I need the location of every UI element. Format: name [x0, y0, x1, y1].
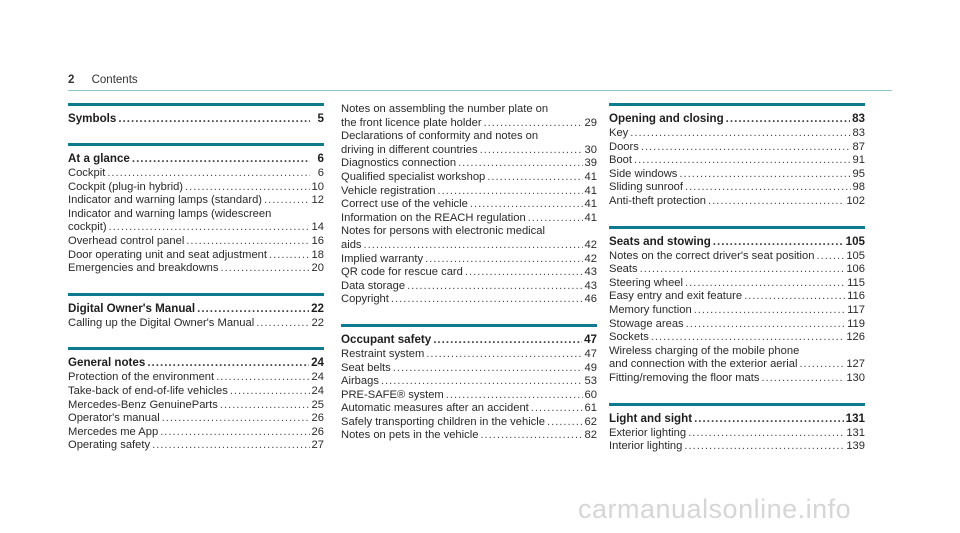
leader-dots [162, 412, 310, 426]
toc-entry[interactable] [68, 167, 324, 181]
toc-entry-label: Easy entry and exit feature [609, 290, 743, 303]
toc-entry-page: 22 [311, 316, 324, 329]
toc-entry-page: 53 [584, 375, 597, 388]
section-title[interactable] [68, 301, 324, 316]
header-divider [68, 90, 892, 91]
page-title: Contents [91, 74, 138, 86]
watermark: carmanualsonline.info [578, 494, 852, 524]
section-divider [609, 403, 865, 406]
toc-entry[interactable] [68, 317, 324, 331]
leader-dots [640, 263, 845, 277]
section-title[interactable] [68, 355, 324, 370]
toc-entry[interactable] [68, 249, 324, 263]
toc-entry-label: the front licence plate holder [341, 116, 482, 129]
section-title-page: 131 [845, 411, 865, 425]
toc-entry-page: 41 [584, 211, 597, 224]
toc-entry-label: Copyright [341, 293, 389, 306]
leader-dots [118, 111, 310, 126]
leader-dots [381, 375, 583, 389]
section-title-page: 105 [845, 234, 865, 248]
toc-entry[interactable] [341, 429, 597, 443]
toc-entry-page: 117 [847, 303, 865, 316]
toc-entry[interactable] [341, 416, 597, 430]
toc-entry[interactable] [68, 385, 324, 399]
leader-dots [407, 280, 582, 294]
toc-entry-page: 27 [311, 439, 324, 452]
toc-entry-page: 30 [584, 143, 597, 156]
toc-entry-label: Memory function [609, 303, 692, 316]
leader-dots [393, 362, 583, 376]
toc-entry-page: 26 [311, 425, 324, 438]
toc-entry-page: 105 [846, 249, 865, 262]
leader-dots [391, 293, 583, 307]
toc-entry-page: 43 [584, 266, 597, 279]
toc-section [68, 103, 324, 126]
toc-entry-label: Boot [609, 154, 633, 167]
toc-entry[interactable] [68, 221, 324, 235]
toc-entry-page: 41 [584, 184, 597, 197]
toc-entry [68, 208, 324, 222]
toc-entry-label: Notes on the correct driver's seat position [609, 249, 815, 262]
toc-entry-page: 29 [584, 116, 597, 129]
toc-entry-label: Doors [609, 140, 639, 153]
toc-section [341, 103, 597, 307]
toc-entry-page: 62 [584, 415, 597, 428]
toc-entry-label: Information on the REACH regulation [341, 211, 526, 224]
leader-dots [197, 301, 309, 316]
toc-entry[interactable] [609, 277, 865, 291]
leader-dots [713, 234, 844, 249]
leader-dots [726, 111, 850, 126]
toc-entry[interactable] [68, 235, 324, 249]
toc-entry-label: driving in different countries [341, 143, 478, 156]
toc-entry-label: Declarations of conformity and notes on [341, 130, 539, 143]
leader-dots [686, 318, 846, 332]
toc-entry-page: 25 [311, 398, 324, 411]
leader-dots [465, 266, 583, 280]
leader-dots [185, 181, 310, 195]
toc-entry[interactable] [341, 117, 597, 131]
leader-dots [269, 249, 310, 263]
toc-entry-label: Cockpit [68, 167, 106, 179]
leader-dots [816, 250, 844, 264]
toc-entry-label: Operating safety [68, 439, 151, 452]
leader-dots [160, 426, 309, 440]
section-title[interactable] [68, 151, 324, 166]
section-divider [68, 103, 324, 106]
toc-entry-page: 87 [852, 140, 865, 153]
leader-dots [708, 195, 844, 209]
section-title[interactable] [609, 411, 865, 426]
toc-entry-page: 116 [847, 290, 865, 303]
toc-entry-page: 115 [847, 276, 865, 289]
toc-entry-label: Notes on pets in the vehicle [341, 429, 479, 442]
toc-entry[interactable] [341, 171, 597, 185]
toc-entry [609, 345, 865, 359]
section-divider [68, 293, 324, 296]
toc-entry-page: 139 [846, 440, 865, 453]
toc-entry-label: Cockpit (plug-in hybrid) [68, 180, 184, 193]
section-title[interactable] [68, 111, 324, 126]
leader-dots [685, 181, 851, 195]
page-number: 2 [68, 74, 75, 86]
toc-entry[interactable] [68, 412, 324, 426]
toc-column-1 [68, 100, 324, 470]
toc-entry-label: Calling up the Digital Owner's Manual [68, 316, 255, 329]
toc-entry-label: Mercedes me App [68, 425, 159, 438]
toc-entry[interactable] [609, 127, 865, 141]
leader-dots [694, 411, 844, 426]
toc-entry-page: 46 [584, 293, 597, 306]
leader-dots [688, 427, 844, 441]
toc-entry-label: Fitting/removing the floor mats [609, 371, 760, 384]
toc-entry[interactable] [341, 389, 597, 403]
toc-entry-label: Diagnostics connection [341, 157, 457, 170]
toc-column-2 [341, 100, 597, 460]
toc-section [609, 226, 865, 386]
toc-entry-label: Overhead control panel [68, 234, 185, 247]
leader-dots [216, 371, 309, 385]
toc-section [609, 403, 865, 454]
toc-entry[interactable] [341, 212, 597, 226]
leader-dots [761, 372, 844, 386]
toc-section [609, 103, 865, 209]
leader-dots [147, 355, 309, 370]
section-title-page: 5 [317, 112, 324, 125]
toc-entry-label: Sliding sunroof [609, 181, 684, 194]
toc-entry-page: 127 [846, 358, 865, 371]
leader-dots [433, 332, 582, 347]
toc-entry-label: Implied warranty [341, 252, 424, 265]
section-title[interactable] [609, 234, 865, 249]
leader-dots [425, 253, 582, 267]
toc-entry-page: 42 [584, 238, 597, 251]
toc-entry-page: 18 [311, 248, 324, 261]
leader-dots [230, 385, 310, 399]
toc-entry[interactable] [341, 157, 597, 171]
toc-entry-label: Notes on assembling the number plate on [341, 103, 549, 115]
toc-entry-label: Automatic measures after an accident [341, 402, 529, 415]
toc-entry-page: 43 [584, 279, 597, 292]
leader-dots [679, 168, 850, 182]
toc-entry-label: Indicator and warning lamps (widescreen [68, 207, 272, 220]
section-title-label: Occupant safety [341, 332, 432, 346]
toc-entry-label: Safely transporting children in the vehicle [341, 415, 545, 428]
toc-entry [341, 130, 597, 144]
leader-dots [446, 389, 583, 403]
toc-entry-label: Operator's manual [68, 412, 160, 425]
toc-entry-page: 10 [311, 180, 324, 193]
leader-dots [531, 402, 583, 416]
toc-entry[interactable] [609, 168, 865, 182]
toc-entry[interactable] [609, 304, 865, 318]
leader-dots [256, 317, 309, 331]
section-title-page: 24 [311, 356, 324, 370]
toc-entry[interactable] [609, 195, 865, 209]
leader-dots [186, 235, 309, 249]
toc-entry-page: 26 [311, 412, 324, 425]
toc-entry-page: 126 [846, 331, 865, 344]
toc-entry-page: 14 [311, 221, 324, 234]
leader-dots [641, 141, 851, 155]
toc-entry[interactable] [341, 280, 597, 294]
section-title-page: 83 [852, 112, 865, 125]
toc-entry[interactable] [609, 181, 865, 195]
toc-section [68, 347, 324, 453]
toc-entry[interactable] [68, 262, 324, 276]
toc-entry-page: 102 [846, 194, 865, 207]
toc-entry-page: 24 [311, 384, 324, 397]
leader-dots [630, 127, 850, 141]
toc-entry[interactable] [68, 194, 324, 208]
leader-dots [458, 157, 582, 171]
toc-entry-page: 98 [852, 181, 865, 194]
toc-entry-label: Interior lighting [609, 440, 683, 453]
toc-entry-label: Sockets [609, 331, 649, 344]
toc-entry-page: 12 [311, 194, 324, 207]
section-divider [609, 103, 865, 106]
leader-dots [799, 358, 844, 372]
section-title[interactable] [609, 111, 865, 126]
toc-entry-label: Mercedes-Benz GenuineParts [68, 398, 218, 411]
toc-entry-label: Vehicle registration [341, 184, 436, 197]
toc-entry-label: Qualified specialist workshop [341, 170, 486, 183]
toc-entry-page: 16 [311, 234, 324, 247]
toc-entry[interactable] [609, 141, 865, 155]
toc-entry-label: Take-back of end-of-life vehicles [68, 384, 228, 397]
section-title-label: Seats and stowing [609, 234, 711, 248]
section-divider [341, 324, 597, 327]
leader-dots [634, 154, 851, 168]
leader-dots [152, 439, 309, 453]
toc-entry-page: 61 [584, 402, 597, 415]
toc-entry-label: Anti-theft protection [609, 194, 707, 207]
leader-dots [684, 440, 844, 454]
section-title-page: 6 [317, 152, 324, 165]
toc-entry[interactable] [68, 439, 324, 453]
toc-entry-label: PRE-SAFE® system [341, 388, 444, 401]
toc-entry[interactable] [609, 372, 865, 386]
leader-dots [107, 167, 310, 181]
toc-entry-page: 41 [584, 198, 597, 211]
toc-entry[interactable] [609, 154, 865, 168]
toc-entry-label: Data storage [341, 279, 406, 292]
toc-entry-page: 6 [317, 167, 324, 179]
section-title-label: At a glance [68, 152, 130, 165]
toc-entry-label: Indicator and warning lamps (standard) [68, 194, 263, 207]
leader-dots [264, 194, 310, 208]
toc-entry[interactable] [609, 318, 865, 332]
toc-section [68, 143, 324, 276]
toc-entry[interactable] [341, 402, 597, 416]
toc-entry-label: aids [341, 238, 362, 251]
toc-entry-page: 83 [852, 127, 865, 139]
section-title[interactable] [341, 332, 597, 347]
toc-entry[interactable] [341, 348, 597, 362]
section-title-page: 22 [311, 301, 324, 315]
toc-entry-page: 47 [584, 347, 597, 360]
section-title-label: Digital Owner's Manual [68, 301, 196, 315]
leader-dots [426, 348, 582, 362]
toc-entry-page: 60 [584, 388, 597, 401]
toc-entry-label: Emergencies and breakdowns [68, 262, 219, 275]
toc-entry[interactable] [609, 358, 865, 372]
toc-entry[interactable] [341, 293, 597, 307]
leader-dots [694, 304, 845, 318]
toc-entry[interactable] [609, 290, 865, 304]
toc-entry-label: and connection with the exterior aerial [609, 358, 798, 371]
toc-entry-page: 130 [846, 371, 865, 384]
section-title-page: 47 [584, 332, 597, 346]
toc-entry-page: 95 [852, 167, 865, 180]
toc-entry-label: Correct use of the vehicle [341, 198, 468, 211]
toc-entry-label: Seat belts [341, 361, 391, 374]
section-divider [609, 226, 865, 229]
toc-entry[interactable] [341, 375, 597, 389]
toc-entry-page: 41 [584, 170, 597, 183]
toc-entry-page: 131 [846, 426, 865, 439]
toc-entry-label: Seats [609, 263, 638, 276]
toc-entry-label: Airbags [341, 375, 379, 388]
leader-dots [480, 144, 583, 158]
toc-entry[interactable] [341, 266, 597, 280]
toc-entry-label: Wireless charging of the mobile phone [609, 344, 800, 357]
toc-entry[interactable] [341, 239, 597, 253]
toc-entry[interactable] [609, 427, 865, 441]
leader-dots [109, 221, 310, 235]
toc-entry[interactable] [341, 144, 597, 158]
page-header [68, 74, 138, 86]
toc-entry-label: QR code for rescue card [341, 266, 463, 279]
section-divider [68, 143, 324, 146]
toc-entry[interactable] [341, 185, 597, 199]
toc-entry [341, 103, 597, 117]
leader-dots [685, 277, 845, 291]
section-title-label: General notes [68, 356, 146, 370]
toc-entry-page: 42 [584, 252, 597, 265]
leader-dots [484, 117, 583, 131]
leader-dots [480, 429, 582, 443]
leader-dots [438, 185, 583, 199]
section-title-label: Symbols [68, 112, 117, 125]
leader-dots [528, 212, 583, 226]
toc-entry-page: 24 [311, 371, 324, 384]
toc-entry-label: Restraint system [341, 347, 425, 360]
section-title-label: Opening and closing [609, 112, 724, 125]
leader-dots [220, 399, 310, 413]
toc-entry-label: Steering wheel [609, 276, 684, 289]
toc-entry-page: 39 [584, 157, 597, 170]
toc-entry[interactable] [609, 331, 865, 345]
toc-section [341, 324, 597, 443]
toc-entry-label: Stowage areas [609, 317, 684, 330]
toc-entry[interactable] [341, 198, 597, 212]
toc-entry-page: 119 [847, 317, 865, 330]
toc-entry-label: Notes for persons with electronic medical [341, 225, 545, 238]
toc-entry-label: Door operating unit and seat adjustment [68, 248, 268, 261]
leader-dots [364, 239, 583, 253]
toc-entry[interactable] [609, 263, 865, 277]
leader-dots [470, 198, 583, 212]
toc-entry [341, 225, 597, 239]
toc-entry-page: 20 [311, 262, 324, 275]
toc-entry-label: Key [609, 127, 629, 139]
leader-dots [651, 331, 845, 345]
toc-entry-label: cockpit) [68, 221, 107, 234]
leader-dots [547, 416, 583, 430]
leader-dots [744, 290, 845, 304]
leader-dots [221, 262, 310, 276]
section-divider [68, 347, 324, 350]
section-title-label: Light and sight [609, 411, 693, 425]
toc-entry-label: Exterior lighting [609, 426, 687, 439]
toc-column-3 [609, 100, 865, 471]
toc-entry[interactable] [609, 440, 865, 454]
toc-entry-page: 106 [846, 263, 865, 276]
toc-entry-page: 49 [584, 361, 597, 374]
toc-entry[interactable] [341, 362, 597, 376]
toc-entry[interactable] [341, 253, 597, 267]
toc-entry-page: 82 [584, 429, 597, 442]
toc-entry[interactable] [68, 371, 324, 385]
toc-entry[interactable] [68, 426, 324, 440]
leader-dots [487, 171, 582, 185]
toc-entry[interactable] [68, 399, 324, 413]
leader-dots [132, 151, 310, 166]
toc-entry-page: 91 [852, 154, 865, 167]
toc-section [68, 293, 324, 331]
toc-entry-label: Side windows [609, 167, 678, 180]
toc-entry[interactable] [68, 181, 324, 195]
toc-entry[interactable] [609, 250, 865, 264]
toc-entry-label: Protection of the environment [68, 371, 215, 384]
